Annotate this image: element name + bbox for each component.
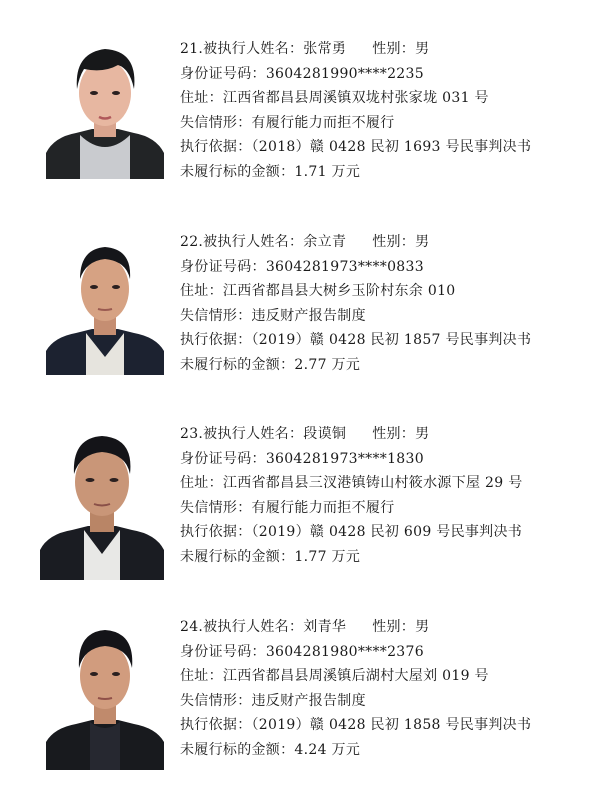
basis-line xyxy=(180,713,600,738)
record-23 xyxy=(0,422,605,582)
gender-value: 男 xyxy=(415,619,430,635)
amount-value: 4.24 万元 xyxy=(294,741,361,758)
amount-value: 2.77 万元 xyxy=(294,356,361,373)
basis-label: 执行依据： xyxy=(180,332,252,348)
name-line xyxy=(180,615,600,640)
address-value: 江西省都昌县三汊港镇铸山村筱水源下屋 29 号 xyxy=(222,475,523,491)
address-line xyxy=(180,664,600,689)
situation-value: 有履行能力而拒不履行 xyxy=(251,114,395,131)
address-label: 住址： xyxy=(180,283,223,299)
name-value: 张常勇 xyxy=(303,41,347,57)
person-photo xyxy=(46,37,164,179)
basis-line xyxy=(180,520,600,545)
name-line xyxy=(180,422,600,447)
record-number: 24. xyxy=(180,619,204,635)
id-label: 身份证号码： xyxy=(180,65,266,82)
record-number: 22. xyxy=(180,234,204,250)
address-value: 江西省都昌县大树乡玉阶村东余 010 xyxy=(222,283,456,299)
basis-value: （2018）赣 0428 民初 1693 号民事判决书 xyxy=(251,139,532,155)
id-line xyxy=(180,447,600,472)
record-number: 23. xyxy=(180,426,204,442)
person-photo xyxy=(40,426,164,580)
name-label: 被执行人姓名： xyxy=(203,619,304,635)
amount-line xyxy=(180,738,600,763)
amount-line xyxy=(180,545,600,570)
person-photo xyxy=(46,233,164,375)
amount-value: 1.71 万元 xyxy=(294,163,361,180)
name-value: 段谟铜 xyxy=(303,426,347,442)
name-label: 被执行人姓名： xyxy=(203,426,304,442)
gender-value: 男 xyxy=(415,426,430,442)
id-value: 3604281990****2235 xyxy=(265,65,424,82)
situation-label: 失信情形： xyxy=(180,499,252,516)
id-value: 3604281973****0833 xyxy=(265,258,424,275)
situation-line xyxy=(180,496,600,521)
basis-value: （2019）赣 0428 民初 609 号民事判决书 xyxy=(251,524,523,540)
record-22 xyxy=(0,230,605,390)
record-24 xyxy=(0,615,605,775)
amount-label: 未履行标的金额： xyxy=(180,741,295,758)
id-label: 身份证号码： xyxy=(180,450,266,467)
situation-value: 违反财产报告制度 xyxy=(251,307,366,324)
amount-label: 未履行标的金额： xyxy=(180,548,295,565)
address-label: 住址： xyxy=(180,90,223,106)
record-number: 21. xyxy=(180,41,204,57)
name-label: 被执行人姓名： xyxy=(203,41,304,57)
situation-value: 违反财产报告制度 xyxy=(251,692,366,709)
name-label: 被执行人姓名： xyxy=(203,234,304,250)
portrait-image xyxy=(40,426,164,580)
situation-line xyxy=(180,304,600,329)
id-label: 身份证号码： xyxy=(180,643,266,660)
gender-label: 性别： xyxy=(372,619,416,635)
basis-line xyxy=(180,135,600,160)
basis-value: （2019）赣 0428 民初 1857 号民事判决书 xyxy=(251,332,532,348)
gender-value: 男 xyxy=(415,234,430,250)
portrait-image xyxy=(46,233,164,375)
name-line xyxy=(180,37,600,62)
address-line xyxy=(180,279,600,304)
id-label: 身份证号码： xyxy=(180,258,266,275)
basis-label: 执行依据： xyxy=(180,524,252,540)
situation-label: 失信情形： xyxy=(180,692,252,709)
amount-line xyxy=(180,160,600,185)
id-line xyxy=(180,255,600,280)
name-line xyxy=(180,230,600,255)
gender-label: 性别： xyxy=(372,426,416,442)
basis-label: 执行依据： xyxy=(180,139,252,155)
situation-value: 有履行能力而拒不履行 xyxy=(251,499,395,516)
gender-value: 男 xyxy=(415,41,430,57)
address-value: 江西省都昌县周溪镇后湖村大屋刘 019 号 xyxy=(222,668,489,684)
amount-line xyxy=(180,353,600,378)
address-label: 住址： xyxy=(180,475,223,491)
id-line xyxy=(180,62,600,87)
record-21 xyxy=(0,37,605,197)
amount-label: 未履行标的金额： xyxy=(180,356,295,373)
gender-label: 性别： xyxy=(372,41,416,57)
address-line xyxy=(180,86,600,111)
situation-line xyxy=(180,689,600,714)
address-label: 住址： xyxy=(180,668,223,684)
amount-value: 1.77 万元 xyxy=(294,548,361,565)
id-value: 3604281980****2376 xyxy=(265,643,424,660)
portrait-image xyxy=(46,37,164,179)
id-value: 3604281973****1830 xyxy=(265,450,424,467)
person-photo xyxy=(46,618,164,770)
situation-line xyxy=(180,111,600,136)
portrait-image xyxy=(46,618,164,770)
address-value: 江西省都昌县周溪镇双垅村张家垅 031 号 xyxy=(222,90,489,106)
id-line xyxy=(180,640,600,665)
gender-label: 性别： xyxy=(372,234,416,250)
basis-line xyxy=(180,328,600,353)
amount-label: 未履行标的金额： xyxy=(180,163,295,180)
situation-label: 失信情形： xyxy=(180,114,252,131)
basis-value: （2019）赣 0428 民初 1858 号民事判决书 xyxy=(251,717,532,733)
address-line xyxy=(180,471,600,496)
basis-label: 执行依据： xyxy=(180,717,252,733)
name-value: 刘青华 xyxy=(303,619,347,635)
situation-label: 失信情形： xyxy=(180,307,252,324)
name-value: 余立青 xyxy=(303,234,347,250)
